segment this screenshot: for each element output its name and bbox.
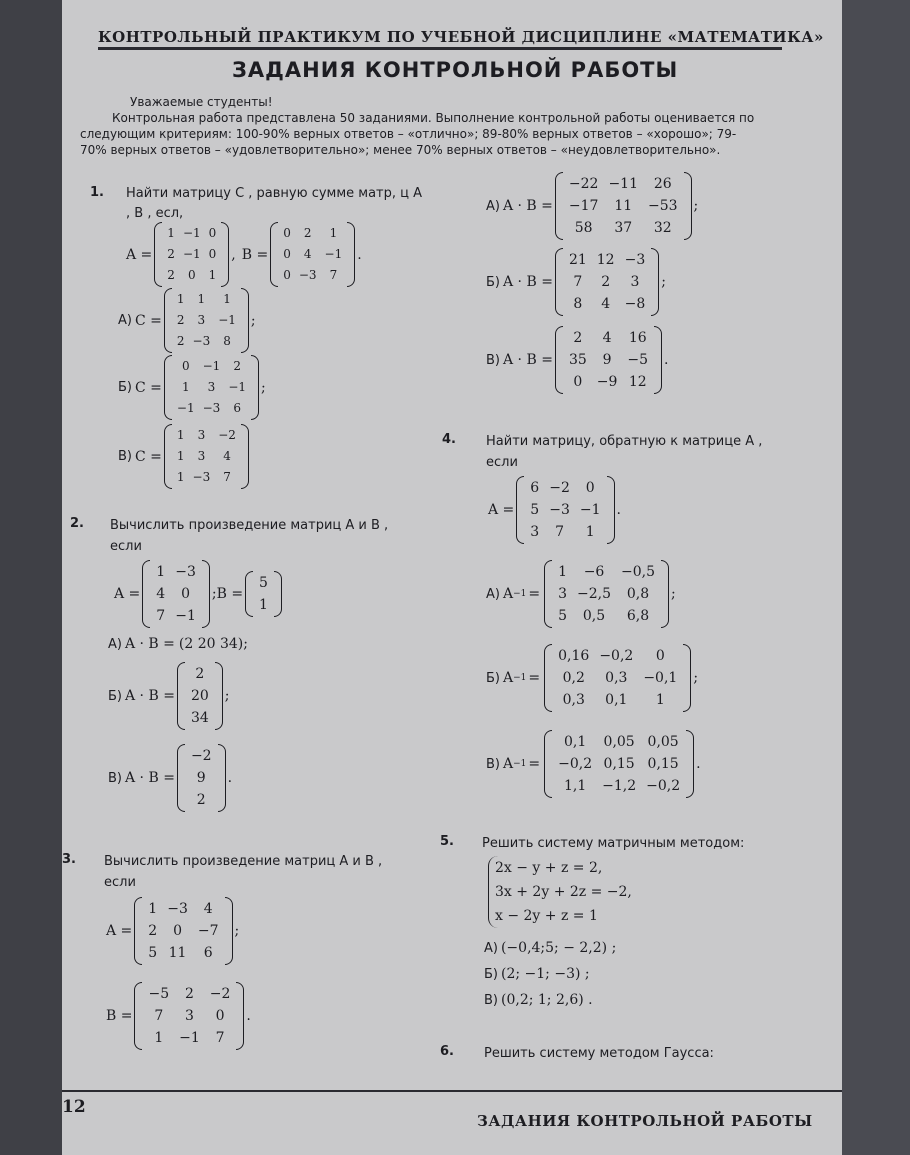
matrix-cell: 16 (628, 330, 647, 346)
matrix-cell: 2 (573, 330, 583, 346)
matrix-row (553, 731, 685, 753)
matrix-cell: 21 (568, 252, 587, 268)
matrix-cell: 0 (187, 268, 196, 282)
task-6-text: Решить систему методом Гаусса: (484, 1046, 714, 1061)
matrix-cell: 6 (233, 401, 241, 415)
matrix-row (553, 583, 660, 605)
matrix-cell: −3 (298, 268, 317, 282)
matrix-cell: 1 (208, 268, 217, 282)
matrix-cell: 1 (329, 226, 338, 240)
matrix-row (254, 594, 273, 616)
matrix-cell: 0,15 (603, 756, 635, 772)
matrix-cell: 7 (154, 1008, 164, 1024)
matrix-row (564, 327, 653, 349)
matrix-cell: −0,2 (599, 648, 634, 664)
matrix-cell: −1 (228, 380, 247, 394)
task-4-given: A = 6 −2 0 5 −3 −1 3 7 1 . (488, 476, 621, 544)
matrix-cell: 4 (601, 296, 611, 312)
matrix-cell: 2 (303, 226, 312, 240)
task-4-option-b: Б) A −1 = 0,16 −0,2 0 0,2 0,3 −0,1 0,3 0,1 1 ; (486, 644, 698, 712)
matrix-cell: 0 (181, 359, 190, 373)
task-3-given-b: B = −5 2 −2 7 3 0 1 −1 7 . (106, 982, 251, 1050)
matrix-cell: 7 (156, 608, 166, 624)
matrix-cell: 2 (196, 792, 206, 808)
matrix-row (553, 689, 682, 711)
task-4-text-2: если (486, 455, 518, 470)
matrix-cell: −2 (549, 480, 570, 496)
matrix-cell: 12 (628, 374, 647, 390)
matrix-cell: 7 (573, 274, 583, 290)
task-1-matrix-b (270, 222, 355, 287)
matrix-cell: 0,2 (562, 670, 585, 686)
matrix-cell: 11 (168, 945, 187, 961)
task-1-matrix-a (154, 222, 229, 287)
footer-rule (62, 1090, 842, 1092)
task-3-option-c: В) A · B = 2 4 16 35 9 −5 0 −9 12 . (486, 326, 669, 394)
matrix-cell: −9 (596, 374, 618, 390)
matrix-cell: 2 (195, 666, 205, 682)
matrix-cell: −1 (202, 359, 221, 373)
matrix-row (173, 398, 250, 419)
matrix-cell: −1 (179, 1030, 200, 1046)
intro-line-3: 70% верных ответов – «удовлетворительно»; менее 70% верных ответов – «неудовлетворительно». (80, 143, 721, 157)
matrix-cell: 7 (555, 524, 564, 540)
task-1-option-c-matrix (164, 424, 249, 489)
matrix-cell: −2 (218, 428, 236, 442)
matrix-row (279, 244, 346, 265)
matrix-cell: −1 (182, 226, 201, 240)
matrix-cell: −2 (190, 748, 212, 764)
task-4-option-c-matrix (544, 730, 694, 798)
matrix-row (525, 521, 605, 543)
matrix-row (553, 645, 682, 667)
matrix-row (151, 605, 201, 627)
matrix-row (143, 1027, 235, 1049)
matrix-row (254, 572, 273, 594)
matrix-cell: 0,16 (558, 648, 590, 664)
running-header: КОНТРОЛЬНЫЙ ПРАКТИКУМ ПО УЧЕБНОЙ ДИСЦИПЛИНЕ «МАТЕМАТИКА» (98, 28, 824, 46)
matrix-cell: 7 (223, 470, 231, 484)
matrix-cell: 9 (602, 352, 612, 368)
task-3-text-2: если (104, 875, 136, 890)
task-4-option-a: А) A −1 = 1 −6 −0,5 3 −2,5 0,8 5 0,5 6,8 ; (486, 560, 676, 628)
matrix-cell: 5 (148, 945, 158, 961)
matrix-cell: 0 (181, 586, 190, 602)
task-4-option-c: В) A −1 = 0,1 0,05 0,05 −0,2 0,15 0,15 1,1 −1,2 −0,2 . (486, 730, 701, 798)
matrix-cell: 3 (558, 586, 568, 602)
task-2-option-b: Б) A · B = 2 20 34 ; (108, 662, 229, 730)
matrix-row (564, 371, 653, 393)
matrix-cell: 4 (303, 247, 312, 261)
matrix-cell: 6 (530, 480, 540, 496)
task-2-text-1: Вычислить произведение матриц A и B , (110, 518, 389, 533)
matrix-row (173, 425, 240, 446)
matrix-cell: −53 (648, 198, 678, 214)
matrix-cell: 1 (558, 564, 568, 580)
matrix-cell: 4 (223, 449, 231, 463)
matrix-cell: 2 (601, 274, 611, 290)
matrix-row (173, 331, 240, 352)
matrix-row (186, 767, 217, 789)
task-2-option-c: В) A · B = −2 9 2 . (108, 744, 232, 812)
matrix-cell: 1 (181, 380, 190, 394)
matrix-cell: 0 (585, 480, 595, 496)
task-5-option-b: Б) (2; −1; −3) ; (484, 966, 590, 982)
matrix-cell: 0,3 (605, 670, 628, 686)
matrix-cell: 26 (653, 176, 672, 192)
matrix-cell: 11 (614, 198, 633, 214)
matrix-cell: −7 (197, 923, 219, 939)
matrix-cell: −22 (568, 176, 599, 192)
matrix-cell: −0,5 (621, 564, 656, 580)
matrix-cell: −1 (218, 313, 236, 327)
matrix-row (143, 983, 235, 1005)
matrix-cell: −17 (568, 198, 599, 214)
matrix-cell: 2 (176, 313, 185, 327)
matrix-cell: −1 (324, 247, 343, 261)
matrix-row (553, 561, 660, 583)
task-3-option-a: А) A · B = −22 −11 26 −17 11 −53 58 37 32 ; (486, 172, 698, 240)
task-1-option-c: В) C = 1 3 −2 1 3 4 1 −3 7 (118, 424, 251, 489)
matrix-cell: −1 (579, 502, 601, 518)
matrix-cell: 3 (197, 428, 206, 442)
task-5-equation-1: 2x − y + z = 2, (495, 860, 603, 876)
matrix-cell: 3 (197, 313, 206, 327)
matrix-cell: −0,2 (646, 778, 681, 794)
matrix-row (279, 265, 346, 286)
matrix-cell: 5 (259, 575, 268, 591)
matrix-cell: 58 (574, 220, 593, 236)
matrix-cell: −11 (608, 176, 638, 192)
matrix-cell: 0,1 (605, 692, 628, 708)
task-2-matrix-b (245, 571, 282, 617)
task-5-system (488, 856, 632, 928)
matrix-cell: 4 (156, 586, 166, 602)
matrix-cell: 1 (197, 292, 206, 306)
matrix-cell: 1 (223, 292, 231, 306)
matrix-cell: −8 (624, 296, 646, 312)
matrix-cell: 2 (184, 986, 194, 1002)
matrix-cell: −2,5 (577, 586, 612, 602)
matrix-cell: 35 (568, 352, 587, 368)
matrix-row (186, 789, 217, 811)
matrix-row (525, 499, 605, 521)
task-2-given: A = 1 −3 4 0 7 −1 ; B = 5 1 (114, 560, 284, 628)
matrix-row (163, 223, 220, 244)
task-2-option-b-matrix (177, 662, 223, 730)
matrix-cell: 32 (653, 220, 672, 236)
matrix-cell: 0 (208, 226, 217, 240)
task-2-text-2: если (110, 539, 142, 554)
task-3-option-a-matrix (555, 172, 692, 240)
task-3-number: 3. (62, 852, 76, 867)
matrix-cell: 1 (585, 524, 595, 540)
matrix-row (553, 753, 685, 775)
matrix-cell: 1 (176, 428, 185, 442)
matrix-cell: 9 (196, 770, 206, 786)
task-3-given-a: A = 1 −3 4 2 0 −7 5 11 6 ; (106, 897, 239, 965)
task-5-equation-3: x − 2y + z = 1 (495, 908, 598, 924)
matrix-cell: 1 (176, 470, 185, 484)
matrix-row (553, 775, 685, 797)
intro-line-1: Контрольная работа представлена 50 заданиями. Выполнение контрольной работы оценивается по (112, 111, 755, 125)
matrix-cell: 4 (602, 330, 612, 346)
task-2-number: 2. (70, 516, 84, 531)
task-1-option-a: А) C = 1 1 1 2 3 −1 2 −3 8 ; (118, 288, 256, 353)
task-1-number: 1. (90, 185, 104, 200)
matrix-cell: −3 (624, 252, 646, 268)
matrix-cell: −3 (192, 470, 211, 484)
task-5-number: 5. (440, 834, 454, 849)
task-3-option-c-matrix (555, 326, 662, 394)
task-5-text: Решить систему матричным методом: (482, 836, 745, 851)
matrix-row (564, 349, 653, 371)
matrix-cell: −6 (583, 564, 605, 580)
task-1-text-1: Найти матрицу C , равную сумме матр, ц A (126, 186, 423, 201)
matrix-cell: 2 (176, 334, 185, 348)
matrix-row (564, 173, 683, 195)
task-6-number: 6. (440, 1044, 454, 1059)
matrix-cell: 2 (233, 359, 241, 373)
matrix-cell: 1 (259, 597, 268, 613)
task-5-equation-2: 3x + 2y + 2z = −2, (495, 884, 632, 900)
matrix-row (553, 605, 660, 627)
matrix-cell: 20 (190, 688, 209, 704)
document-page (62, 0, 842, 1155)
matrix-cell: 3 (630, 274, 640, 290)
matrix-row (173, 310, 240, 331)
matrix-cell: 7 (329, 268, 338, 282)
matrix-cell: 5 (558, 608, 568, 624)
matrix-cell: 7 (215, 1030, 225, 1046)
matrix-row (173, 377, 250, 398)
matrix-cell: 1 (156, 564, 166, 580)
task-4-matrix-a (516, 476, 614, 544)
matrix-cell: 1 (176, 292, 185, 306)
matrix-cell: 2 (167, 247, 175, 261)
matrix-row (564, 293, 650, 315)
task-4-option-a-matrix (544, 560, 669, 628)
matrix-row (564, 217, 683, 239)
task-1-option-b-matrix (164, 355, 259, 420)
task-4-option-b-matrix (544, 644, 691, 712)
matrix-cell: −1 (175, 608, 196, 624)
matrix-cell: 1,1 (564, 778, 587, 794)
matrix-row (143, 898, 223, 920)
matrix-cell: −3 (175, 564, 196, 580)
background-right (842, 0, 910, 1155)
task-3-option-b-matrix (555, 248, 659, 316)
matrix-cell: −3 (192, 334, 211, 348)
matrix-cell: 2 (148, 923, 158, 939)
matrix-cell: 6 (203, 945, 213, 961)
task-3-text-1: Вычислить произведение матриц A и B , (104, 854, 383, 869)
matrix-row (186, 745, 217, 767)
task-1-text-2: , B , есл, (126, 206, 184, 221)
matrix-row (163, 244, 220, 265)
matrix-row (186, 663, 214, 685)
matrix-cell: 0,1 (564, 734, 587, 750)
matrix-cell: 3 (530, 524, 540, 540)
matrix-row (564, 195, 683, 217)
matrix-cell: −5 (148, 986, 170, 1002)
matrix-cell: 3 (197, 449, 206, 463)
task-1-option-b: Б) C = 0 −1 2 1 3 −1 −1 −3 6 ; (118, 355, 266, 420)
matrix-cell: 0,8 (626, 586, 650, 602)
task-4-number: 4. (442, 432, 456, 447)
matrix-row (186, 685, 214, 707)
matrix-cell: 0 (283, 268, 291, 282)
matrix-cell: 0 (283, 247, 291, 261)
matrix-cell: −0,1 (643, 670, 678, 686)
matrix-row (173, 289, 240, 310)
task-3-matrix-a (134, 897, 232, 965)
matrix-cell: −3 (549, 502, 570, 518)
matrix-cell: 0 (215, 1008, 225, 1024)
matrix-cell: −3 (202, 401, 221, 415)
matrix-cell: 0 (283, 226, 291, 240)
matrix-row (525, 477, 605, 499)
matrix-cell: 2 (167, 268, 175, 282)
matrix-cell: −1 (182, 247, 201, 261)
task-2-option-a: А) A · B = (2 20 34); (108, 636, 248, 652)
matrix-cell: 3 (184, 1008, 194, 1024)
matrix-row (173, 446, 240, 467)
matrix-row (151, 561, 201, 583)
intro-line-2: следующим критериям: 100-90% верных ответов – «отлично»; 89-80% верных ответов – «хорошо»; 79- (80, 127, 737, 141)
matrix-cell: 1 (655, 692, 665, 708)
matrix-cell: 4 (203, 901, 213, 917)
matrix-cell: 0,15 (647, 756, 679, 772)
matrix-cell: 1 (154, 1030, 164, 1046)
matrix-row (151, 583, 201, 605)
running-footer: ЗАДАНИЯ КОНТРОЛЬНОЙ РАБОТЫ (477, 1112, 813, 1130)
task-5-option-c: В) (0,2; 1; 2,6) . (484, 992, 593, 1008)
matrix-cell: −2 (209, 986, 231, 1002)
matrix-cell: −1,2 (602, 778, 637, 794)
header-rule (98, 47, 782, 50)
matrix-cell: 0 (173, 923, 182, 939)
matrix-cell: −0,2 (558, 756, 593, 772)
greeting: Уважаемые студенты! (130, 95, 273, 109)
matrix-row (564, 271, 650, 293)
matrix-row (186, 707, 214, 729)
matrix-row (564, 249, 650, 271)
matrix-cell: 1 (148, 901, 158, 917)
page-number: 12 (62, 1097, 86, 1117)
matrix-cell: 0 (655, 648, 665, 664)
task-1-given: A = 1 −1 0 2 −1 0 2 0 1 , B = 0 2 1 0 4 −1 0 −3 7 . (126, 222, 362, 287)
matrix-cell: 12 (596, 252, 615, 268)
matrix-cell: 3 (207, 380, 216, 394)
matrix-cell: 1 (176, 449, 185, 463)
matrix-row (163, 265, 220, 286)
matrix-cell: 0,3 (562, 692, 585, 708)
matrix-row (143, 1005, 235, 1027)
matrix-cell: 0,05 (647, 734, 679, 750)
matrix-cell: −3 (167, 901, 188, 917)
matrix-cell: 8 (223, 334, 231, 348)
matrix-row (553, 667, 682, 689)
matrix-row (143, 920, 223, 942)
task-1-option-a-matrix (164, 288, 249, 353)
matrix-cell: 1 (167, 226, 175, 240)
matrix-cell: 0,05 (603, 734, 635, 750)
matrix-row (279, 223, 346, 244)
matrix-cell: 37 (614, 220, 633, 236)
matrix-row (173, 467, 240, 488)
matrix-cell: 5 (530, 502, 540, 518)
page-title: ЗАДАНИЯ КОНТРОЛЬНОЙ РАБОТЫ (232, 58, 679, 82)
matrix-cell: −1 (176, 401, 195, 415)
task-3-matrix-b (134, 982, 244, 1050)
task-2-option-c-matrix (177, 744, 226, 812)
matrix-cell: 34 (190, 710, 209, 726)
task-5-option-a: А) (−0,4;5; − 2,2) ; (484, 940, 617, 956)
task-3-option-b: Б) A · B = 21 12 −3 7 2 3 8 4 −8 ; (486, 248, 666, 316)
matrix-cell: 0 (573, 374, 583, 390)
matrix-cell: 6,8 (626, 608, 650, 624)
task-4-text-1: Найти матрицу, обратную к матрице A , (486, 434, 763, 449)
matrix-row (173, 356, 250, 377)
matrix-cell: 0,5 (582, 608, 606, 624)
background-left (0, 0, 62, 1155)
matrix-cell: −5 (627, 352, 649, 368)
task-2-matrix-a (142, 560, 210, 628)
matrix-cell: 8 (573, 296, 583, 312)
matrix-cell: 0 (208, 247, 217, 261)
matrix-row (143, 942, 223, 964)
